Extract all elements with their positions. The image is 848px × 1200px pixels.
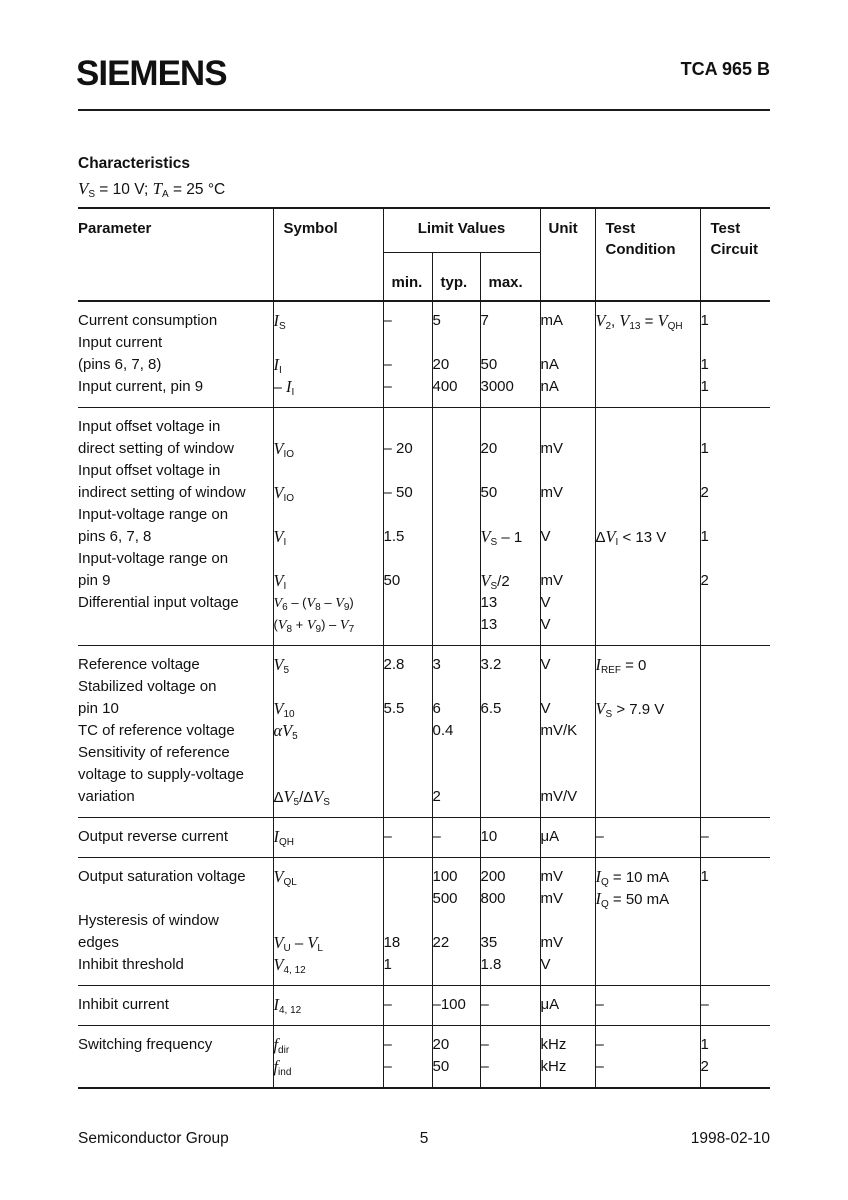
cell-param: Reference voltage Stabilized voltage on pin 10 TC of reference voltage Sensitivity of reference voltage to supply-voltage variation bbox=[78, 646, 273, 818]
cell-unit: kHz kHz bbox=[540, 1026, 595, 1089]
col-header-max: max. bbox=[480, 253, 540, 302]
cell-min: 2.8 5.5 bbox=[383, 646, 432, 818]
table-body bbox=[78, 301, 770, 1088]
cell-symbol: $I_S$ $I_I$ – $I_I$ bbox=[273, 301, 383, 408]
cell-typ: – bbox=[432, 818, 480, 858]
part-number-title: TCA 965 B bbox=[680, 59, 770, 79]
cell-typ: –100 bbox=[432, 986, 480, 1026]
cell-param: Output saturation voltage Hysteresis of window edges Inhibit threshold bbox=[78, 858, 273, 986]
col-header-min: min. bbox=[383, 253, 432, 302]
col-header-typ: typ. bbox=[432, 253, 480, 302]
col-header-symbol: Symbol bbox=[273, 208, 383, 301]
table-header bbox=[78, 208, 770, 301]
footer-org: Semiconductor Group bbox=[78, 1130, 229, 1147]
cell-unit: μA bbox=[540, 986, 595, 1026]
cell-unit: mA nA nA bbox=[540, 301, 595, 408]
cell-symbol: $I_{4, 12}$ bbox=[273, 986, 383, 1026]
table-row-group bbox=[78, 818, 770, 858]
cell-circuit: – bbox=[700, 986, 770, 1026]
cell-symbol: $I_{QH}$ bbox=[273, 818, 383, 858]
col-header-test-circuit: Test Circuit bbox=[700, 208, 770, 301]
test-conditions-line: $V_S = 10$ V; $T_A = 25$ °C bbox=[78, 179, 226, 200]
cell-max: 10 bbox=[480, 818, 540, 858]
cell-param: Output reverse current bbox=[78, 818, 273, 858]
col-header-parameter: Parameter bbox=[78, 208, 273, 301]
cell-param: Inhibit current bbox=[78, 986, 273, 1026]
cell-cond: – – bbox=[595, 1026, 700, 1089]
cell-min: – bbox=[383, 986, 432, 1026]
cell-unit: mV mV mV V bbox=[540, 858, 595, 986]
cell-cond: $I_{REF} = 0$ $V_S > 7.9$ V bbox=[595, 646, 700, 818]
table-row-group bbox=[78, 301, 770, 408]
cell-symbol: $V_{IO}$ $V_{IO}$ $V_I$ $V_I$ $V_6 - (V_8 - V_9)$ $(V_8 + V_9) - V_7$ bbox=[273, 408, 383, 646]
cell-unit: V V mV/K mV/V bbox=[540, 646, 595, 818]
cell-typ: 20 50 bbox=[432, 1026, 480, 1089]
cell-max: 7 50 3000 bbox=[480, 301, 540, 408]
cell-circuit bbox=[700, 646, 770, 818]
col-header-limit-values: Limit Values bbox=[383, 208, 540, 253]
col-header-test-condition: Test Condition bbox=[595, 208, 700, 301]
cell-circuit: 1 2 bbox=[700, 1026, 770, 1089]
cell-max: – bbox=[480, 986, 540, 1026]
cell-min: – – – bbox=[383, 301, 432, 408]
cell-cond: – bbox=[595, 986, 700, 1026]
cell-cond: – bbox=[595, 818, 700, 858]
cell-typ: 100 500 22 bbox=[432, 858, 480, 986]
col-header-unit: Unit bbox=[540, 208, 595, 301]
cell-circuit: – bbox=[700, 818, 770, 858]
table-row-group bbox=[78, 646, 770, 818]
footer-page-number: 5 bbox=[419, 1130, 429, 1147]
cell-max: 200 800 35 1.8 bbox=[480, 858, 540, 986]
cell-typ: 3 6 0.4 2 bbox=[432, 646, 480, 818]
footer-date: 1998-02-10 bbox=[690, 1130, 770, 1147]
cell-symbol: $V_{QL}$ $V_U - V_L$ $V_{4, 12}$ bbox=[273, 858, 383, 986]
cell-symbol: $V_5$ $V_{10}$ $\alpha V_5$ $\Delta V_5/\Delta V_S$ bbox=[273, 646, 383, 818]
cell-typ bbox=[432, 408, 480, 646]
cell-circuit: 1 bbox=[700, 858, 770, 986]
cell-min: – 20 – 50 1.5 50 bbox=[383, 408, 432, 646]
cell-cond: $V_2$, $V_{13} = V_{QH}$ bbox=[595, 301, 700, 408]
cell-max: – – bbox=[480, 1026, 540, 1089]
cell-unit: mV mV V mV V V bbox=[540, 408, 595, 646]
characteristics-table bbox=[78, 207, 770, 1089]
cell-min: – bbox=[383, 818, 432, 858]
cell-symbol: $f_{dir}$ $f_{ind}$ bbox=[273, 1026, 383, 1089]
cell-circuit: 1 2 1 2 bbox=[700, 408, 770, 646]
cell-param: Input offset voltage in direct setting of window Input offset voltage in indirect setting of window Input-voltage range on pins 6, 7, 8 Input-voltage range on pin 9 Differential input voltage bbox=[78, 408, 273, 646]
cell-unit: μA bbox=[540, 818, 595, 858]
table-row-group bbox=[78, 858, 770, 986]
siemens-logo: SIEMENS bbox=[76, 54, 227, 93]
page-footer bbox=[78, 1130, 770, 1152]
cell-min: 18 1 bbox=[383, 858, 432, 986]
cell-max: 20 50 $V_S - 1$ $V_S/2$ 13 13 bbox=[480, 408, 540, 646]
cell-circuit: 1 1 1 bbox=[700, 301, 770, 408]
cell-max: 3.2 6.5 bbox=[480, 646, 540, 818]
table-row-group bbox=[78, 408, 770, 646]
cell-min: – – bbox=[383, 1026, 432, 1089]
table-row-group bbox=[78, 1026, 770, 1089]
cell-param: Current consumption Input current (pins 6, 7, 8) Input current, pin 9 bbox=[78, 301, 273, 408]
header-divider bbox=[78, 109, 770, 111]
section-title: Characteristics bbox=[78, 155, 191, 172]
cell-typ: 5 20 400 bbox=[432, 301, 480, 408]
cell-param: Switching frequency bbox=[78, 1026, 273, 1089]
table-row-group bbox=[78, 986, 770, 1026]
cell-cond: $\Delta V_I < 13$ V bbox=[595, 408, 700, 646]
cell-cond: $I_Q = 10$ mA $I_Q = 50$ mA bbox=[595, 858, 700, 986]
